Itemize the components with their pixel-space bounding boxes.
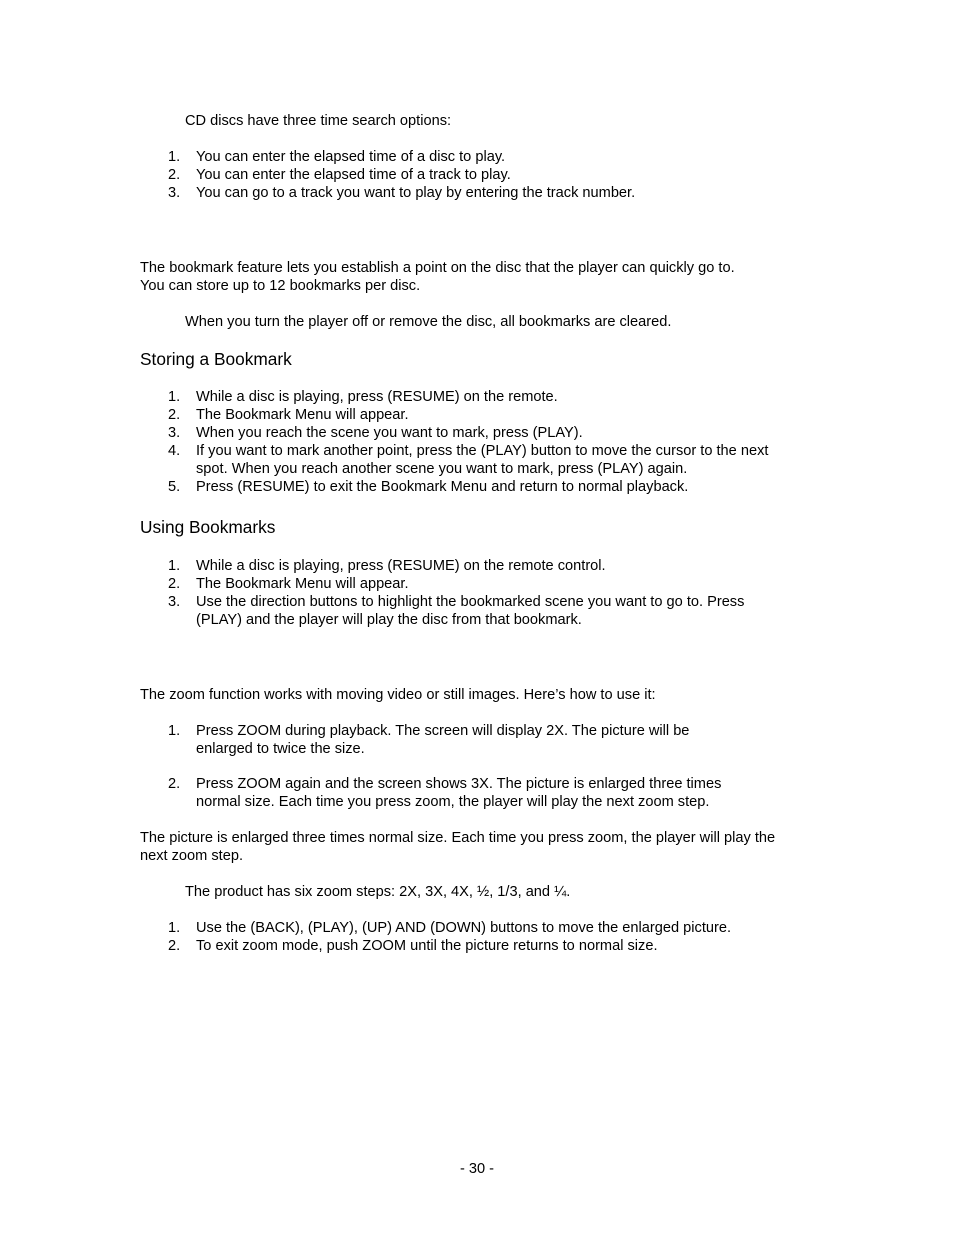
storing-bookmark-list: [140, 388, 790, 496]
zoom-steps-note: The product has six zoom steps: 2X, 3X, 4X, ½, 1/3, and ¼.: [185, 884, 571, 900]
list-item: 5. Press (RESUME) to exit the Bookmark Menu and return to normal playback.: [168, 479, 689, 495]
zoom-intro: The zoom function works with moving video or still images. Here’s how to use it:: [140, 687, 656, 703]
list-item: 2. You can enter the elapsed time of a track to play.: [168, 167, 511, 183]
zoom-paragraph: The picture is enlarged three times normal size. Each time you press zoom, the player will play the next zoom step.: [140, 830, 776, 864]
list-item: 3. You can go to a track you want to play by entering the track number.: [168, 185, 636, 201]
bookmark-note: When you turn the player off or remove the disc, all bookmarks are cleared.: [185, 314, 672, 330]
page-number: - 30 -: [459, 1161, 495, 1177]
using-bookmarks-list: [140, 557, 790, 629]
list-item: 3. When you reach the scene you want to mark, press (PLAY).: [168, 425, 583, 441]
list-item: 1. While a disc is playing, press (RESUME) on the remote control.: [168, 558, 606, 574]
list-item: 1. Press ZOOM during playback. The screen will display 2X. The picture will be enlarged to twice the size.: [168, 723, 690, 757]
list-item: 2. To exit zoom mode, push ZOOM until the picture returns to normal size.: [168, 938, 658, 954]
list-item: 3. Use the direction buttons to highlight the bookmarked scene you want to go to. Press (PLAY) and the player will play the disc from that bookmark.: [168, 594, 745, 628]
zoom-steps-list: [140, 919, 790, 955]
list-item: 1. While a disc is playing, press (RESUME) on the remote.: [168, 389, 558, 405]
list-item: 2. The Bookmark Menu will appear.: [168, 576, 409, 592]
storing-bookmark-heading: Storing a Bookmark: [140, 349, 292, 369]
list-item: 1. You can enter the elapsed time of a disc to play.: [168, 149, 506, 165]
list-item: 4. If you want to mark another point, press the (PLAY) button to move the cursor to the next spot. When you reach another scene you want to mark, press (PLAY) again.: [168, 443, 769, 477]
zoom-list: [140, 722, 790, 811]
list-item: 2. Press ZOOM again and the screen shows 3X. The picture is enlarged three times normal size. Each time you press zoom, the player will play the next zoom step.: [168, 776, 722, 810]
cd-search-list: [140, 148, 790, 202]
bookmark-intro: The bookmark feature lets you establish a point on the disc that the player can quickly go to. You can store up to 12 bookmarks per disc.: [140, 260, 735, 294]
list-item: 2. The Bookmark Menu will appear.: [168, 407, 409, 423]
cd-search-note: CD discs have three time search options:: [185, 113, 452, 129]
list-item: 1. Use the (BACK), (PLAY), (UP) AND (DOWN) buttons to move the enlarged picture.: [168, 920, 732, 936]
using-bookmarks-heading: Using Bookmarks: [140, 517, 276, 537]
